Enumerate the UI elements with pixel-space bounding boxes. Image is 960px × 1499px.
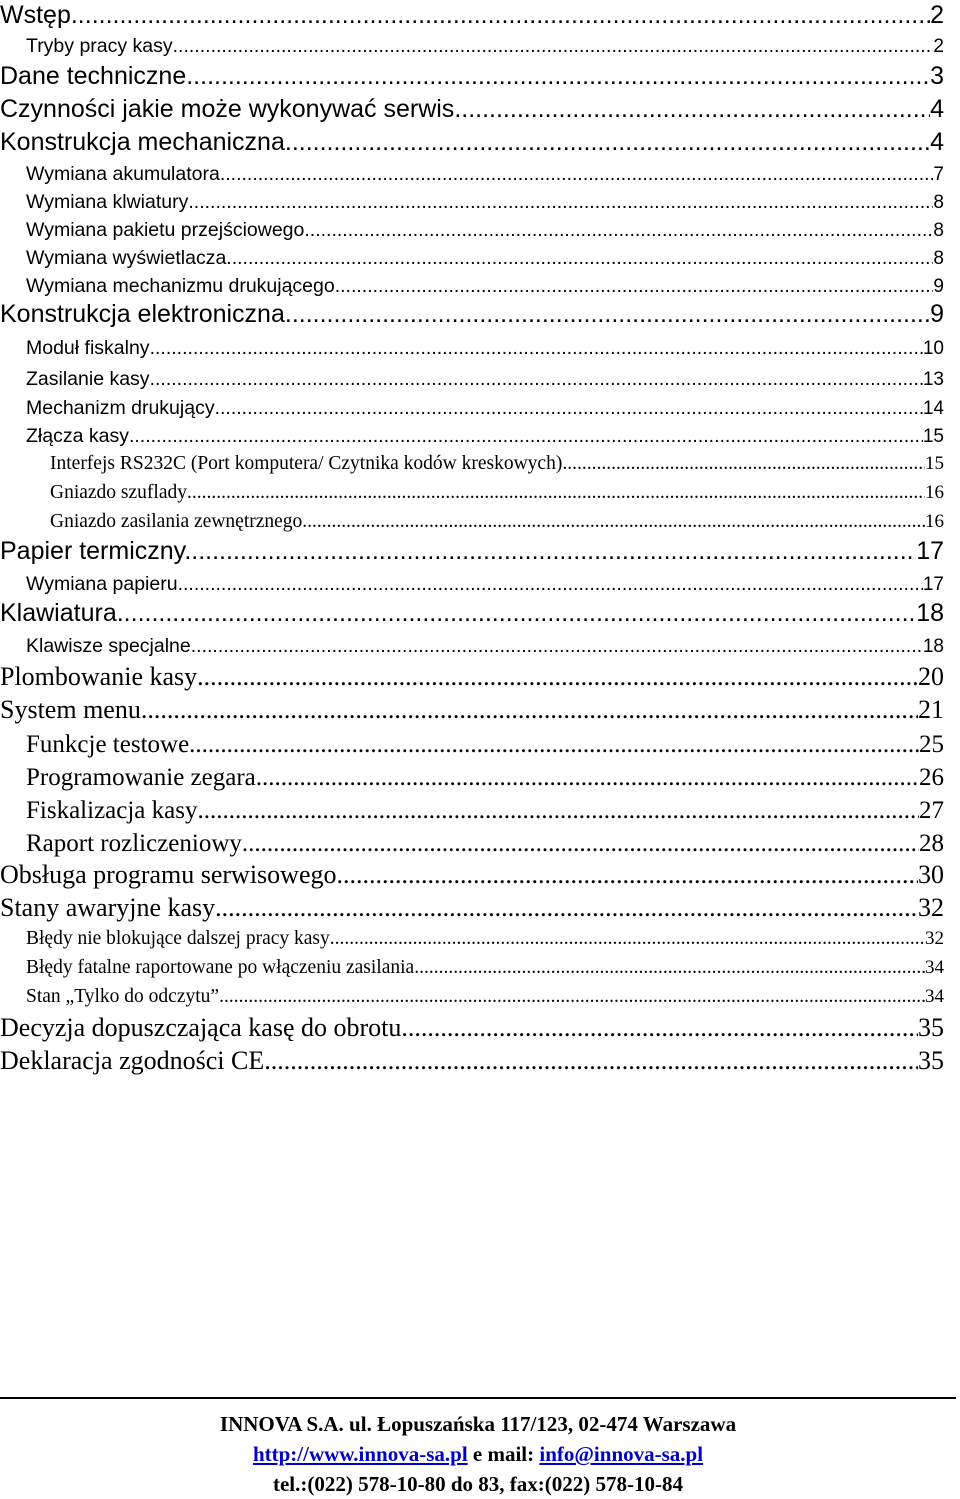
toc-entry[interactable] xyxy=(0,1012,944,1045)
toc-page-number: 27 xyxy=(919,797,944,824)
toc-page-number: 25 xyxy=(919,731,944,758)
toc-entry-label: System menu xyxy=(0,695,141,724)
toc-entry-label: Fiskalizacja kasy xyxy=(26,797,198,824)
toc-entry[interactable] xyxy=(0,158,944,186)
toc-entry-label: Decyzja dopuszczająca kasę do obrotu xyxy=(0,1013,402,1042)
toc-entry-label: Gniazdo szuflady xyxy=(50,482,187,503)
dot-leader xyxy=(188,193,933,213)
toc-entry-label: Wstęp xyxy=(0,1,71,29)
toc-entry-label: Konstrukcja elektroniczna. xyxy=(0,300,292,328)
toc-page-number: 32 xyxy=(925,928,944,949)
toc-entry[interactable] xyxy=(0,924,944,953)
toc-entry-label: Gniazdo zasilania zewnętrznego xyxy=(50,511,303,532)
dot-leader xyxy=(454,97,930,122)
toc-entry-label: Wymiana pakietu przejściowego. xyxy=(26,219,310,241)
toc-entry-label: Plombowanie kasy xyxy=(0,662,198,691)
dot-leader xyxy=(129,427,923,447)
toc-page-number: 13 xyxy=(922,369,944,390)
toc-entry[interactable] xyxy=(0,507,944,536)
toc-entry-label: Konstrukcja mechaniczna. xyxy=(0,128,292,156)
dot-leader xyxy=(310,221,934,241)
toc-entry[interactable] xyxy=(0,94,944,127)
email-prefix: e mail: xyxy=(467,1442,540,1466)
toc-entry-label: Dane techniczne xyxy=(0,62,187,90)
toc-page-number: 18 xyxy=(916,599,944,627)
toc-page-number: 10 xyxy=(922,338,944,359)
toc-entry-label: Klawiatura xyxy=(0,599,117,627)
dot-leader xyxy=(337,862,919,888)
toc-entry-label: Interfejs RS232C (Port komputera/ Czytnika kodów kreskowych) xyxy=(50,453,563,474)
toc-entry[interactable] xyxy=(0,214,944,242)
email-link[interactable]: info@innova-sa.pl xyxy=(539,1442,704,1466)
dot-leader xyxy=(292,302,930,327)
toc-entry[interactable] xyxy=(0,242,944,270)
dot-leader xyxy=(226,249,933,269)
toc-page-number: 35 xyxy=(918,1013,944,1042)
toc-entry[interactable] xyxy=(0,0,944,30)
toc-entry[interactable] xyxy=(0,953,944,982)
toc-entry-label: Programowanie zegara xyxy=(26,764,256,791)
toc-entry[interactable] xyxy=(0,392,944,420)
toc-entry[interactable] xyxy=(0,270,944,299)
toc-page-number: 14 xyxy=(922,398,944,419)
toc-page-number: 8 xyxy=(933,220,944,241)
dot-leader xyxy=(186,64,930,89)
toc-page-number: 21 xyxy=(918,695,944,724)
company-address: INNOVA S.A. ul. Łopuszańska 117/123, 02-474 Warszawa xyxy=(219,1412,737,1436)
dot-leader xyxy=(189,732,919,757)
dot-leader xyxy=(335,277,934,297)
toc-page-number: 30 xyxy=(918,860,944,889)
toc-entry-label: Wymiana wyświetlacza xyxy=(26,247,227,269)
toc-page-number: 7 xyxy=(933,164,944,185)
dot-leader xyxy=(71,3,930,28)
toc-page-number: 17 xyxy=(922,574,944,595)
toc-entry[interactable] xyxy=(0,694,944,727)
toc-entry[interactable] xyxy=(0,363,944,392)
toc-entry[interactable] xyxy=(0,127,944,158)
toc-page-number: 2 xyxy=(933,36,944,57)
toc-entry[interactable] xyxy=(0,536,944,568)
dot-leader xyxy=(197,798,919,823)
toc-entry[interactable] xyxy=(0,186,944,214)
toc-page-number: 15 xyxy=(922,426,944,447)
page-footer xyxy=(0,1409,956,1499)
dot-leader xyxy=(562,454,925,474)
dot-leader xyxy=(215,399,923,419)
dot-leader xyxy=(150,370,923,390)
dot-leader xyxy=(173,37,934,57)
toc-entry[interactable] xyxy=(0,568,944,598)
toc-page-number: 35 xyxy=(918,1046,944,1075)
toc-entry[interactable] xyxy=(0,661,944,694)
toc-page-number: 20 xyxy=(918,662,944,691)
toc-entry[interactable] xyxy=(0,859,944,892)
dot-leader xyxy=(225,165,933,185)
dot-leader xyxy=(256,765,919,790)
dot-leader xyxy=(219,987,925,1007)
toc-entry[interactable] xyxy=(0,478,944,507)
toc-page-number: 26 xyxy=(919,764,944,791)
dot-leader xyxy=(187,483,925,503)
toc-entry[interactable] xyxy=(0,727,944,760)
dot-leader xyxy=(141,697,918,723)
dot-leader xyxy=(117,601,916,626)
toc-entry-label: Klawisze specjalne xyxy=(26,635,191,657)
toc-entry-label: Raport rozliczeniowy xyxy=(26,830,242,857)
toc-entry-label: Wymiana akumulatora. xyxy=(26,163,226,185)
toc-page-number: 2 xyxy=(930,1,944,29)
toc-page-number: 9 xyxy=(933,276,944,297)
toc-page-number: 18 xyxy=(922,636,944,657)
toc-entry[interactable] xyxy=(0,61,944,94)
toc-entry-label: Wymiana klwiatury xyxy=(26,191,189,213)
toc-entry-label: Stan „Tylko do odczytu” xyxy=(26,986,220,1007)
toc-entry[interactable] xyxy=(0,449,944,478)
dot-leader xyxy=(215,895,918,921)
toc-page-number: 8 xyxy=(933,192,944,213)
toc-entry[interactable] xyxy=(0,982,944,1012)
toc-entry[interactable] xyxy=(0,892,944,924)
toc-entry[interactable] xyxy=(0,826,944,859)
toc-page-number: 4 xyxy=(930,128,944,156)
dot-leader xyxy=(330,929,925,949)
toc-page-number: 16 xyxy=(925,482,944,503)
dot-leader xyxy=(302,512,925,532)
toc-entry[interactable] xyxy=(0,30,944,61)
phone-fax-line: tel.:(022) 578-10-80 do 83, fax:(022) 578-10-84 xyxy=(272,1472,683,1496)
toc-entry-label: Wymiana mechanizmu drukującego xyxy=(26,275,335,297)
toc-entry-label: Funkcje testowe xyxy=(26,731,190,758)
toc-entry[interactable] xyxy=(0,1045,944,1078)
dot-leader xyxy=(197,664,918,690)
dot-leader xyxy=(242,831,919,856)
toc-entry[interactable] xyxy=(0,299,944,332)
toc-page-number: 8 xyxy=(933,248,944,269)
toc-entry[interactable] xyxy=(0,332,944,363)
toc-page-number: 32 xyxy=(918,893,944,922)
contact-line xyxy=(0,1439,956,1469)
dot-leader xyxy=(264,1048,918,1074)
toc-entry-label: Czynności jakie może wykonywać serwis xyxy=(0,95,455,123)
toc-entry[interactable] xyxy=(0,630,944,661)
toc-page-number: 17 xyxy=(916,537,944,565)
toc-entry[interactable] xyxy=(0,420,944,449)
toc-page-number: 34 xyxy=(925,986,944,1007)
dot-leader xyxy=(191,539,916,564)
toc-entry-label: Stany awaryjne kasy xyxy=(0,893,216,922)
toc-entry-label: Błędy fatalne raportowane po włączeniu zasilania xyxy=(26,957,415,978)
toc-entry-label: Deklaracja zgodności CE xyxy=(0,1046,265,1075)
dot-leader xyxy=(178,575,923,595)
toc-page-number: 16 xyxy=(925,511,944,532)
toc-page-number: 9 xyxy=(930,300,944,328)
dot-leader xyxy=(401,1015,918,1041)
toc-entry-label: Złącza kasy xyxy=(26,425,129,447)
toc-page-number: 28 xyxy=(919,830,944,857)
toc-entry-label: Tryby pracy kasy xyxy=(26,35,173,57)
dot-leader xyxy=(191,637,923,657)
toc-entry-label: Zasilanie kasy xyxy=(26,368,150,390)
dot-leader xyxy=(414,958,925,978)
website-link[interactable]: http://www.innova-sa.pl xyxy=(252,1442,468,1466)
toc-entry-label: Moduł fiskalny xyxy=(26,337,150,359)
toc-entry[interactable] xyxy=(0,598,944,630)
toc-entry-label: Papier termiczny. xyxy=(0,537,192,565)
toc-entry[interactable] xyxy=(0,793,944,826)
toc-entry-label: Mechanizm drukujący xyxy=(26,397,215,419)
toc-entry-label: Wymiana papieru xyxy=(26,573,178,595)
toc-entry-label: Obsługa programu serwisowego xyxy=(0,860,337,889)
toc-entry-label: Błędy nie blokujące dalszej pracy kasy xyxy=(26,928,330,949)
toc-page-number: 34 xyxy=(925,957,944,978)
dot-leader xyxy=(150,339,923,359)
footer-divider xyxy=(0,1397,956,1399)
dot-leader xyxy=(292,130,930,155)
toc-entry[interactable] xyxy=(0,760,944,793)
toc-page-number: 3 xyxy=(930,62,944,90)
toc-page-number: 4 xyxy=(930,95,944,123)
toc-page-number: 15 xyxy=(925,453,944,474)
